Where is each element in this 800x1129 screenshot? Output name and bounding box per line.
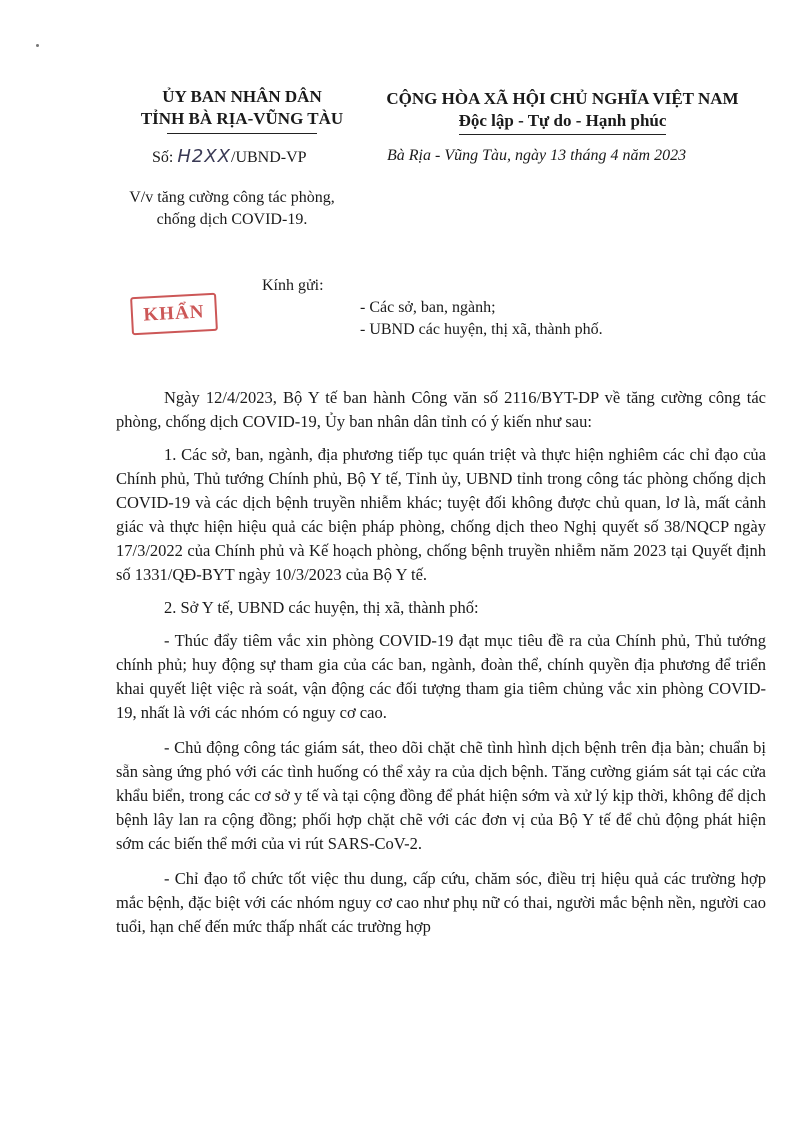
document-number (152, 146, 307, 167)
paragraph-bullet-surveillance: - Chủ động công tác giám sát, theo dõi chặt chẽ tình hình dịch bệnh trên địa bàn; chuẩn bị sẵn sàng ứng phó với các tình huống có thể xảy ra của dịch bệnh. Tăng cường giám sát tại các cửa khẩu biển, trong các cơ sở y tế và tại cộng đồng để phát hiện sớm và xử lý kịp thời, không để dịch bệnh lây lan ra cộng đồng; phối hợp chặt chẽ với các đơn vị của Bộ Y tế để chủ động phát hiện sớm các biến thể mới của vi rút SARS-CoV-2. (116, 738, 766, 853)
agency-line-1: ỦY BAN NHÂN DÂN (162, 87, 322, 106)
urgent-stamp: KHẨN (130, 293, 218, 335)
subject-line-1: V/v tăng cường công tác phòng, (129, 189, 335, 206)
national-motto: Độc lập - Tự do - Hạnh phúc (459, 110, 667, 135)
subject-line-2: chống dịch COVID-19. (156, 211, 308, 228)
paragraph-bullet-treatment: - Chỉ đạo tổ chức tốt việc thu dung, cấp cứu, chăm sóc, điều trị hiệu quả các trường hợp mắc bệnh, đặc biệt với các nhóm nguy cơ cao như phụ nữ có thai, người mắc bệnh nền, người cao tuổi, hạn chế đến mức thấp nhất các trường hợp (116, 869, 766, 936)
issuing-agency (92, 86, 392, 134)
nation-name: CỘNG HÒA XÃ HỘI CHỦ NGHĨA VIỆT NAM (386, 89, 739, 108)
salutation: Kính gửi: (262, 277, 324, 294)
recipient-item: - Các sở, ban, ngành; (360, 299, 496, 316)
paragraph-intro: Ngày 12/4/2023, Bộ Y tế ban hành Công văn số 2116/BYT-DP về tăng cường công tác phòng, chống dịch COVID-19, Ủy ban nhân dân tỉnh có ý kiến như sau: (116, 388, 766, 431)
paragraph-bullet-vaccine: - Thúc đẩy tiêm vắc xin phòng COVID-19 đạt mục tiêu đề ra của Chính phủ, Thủ tướng chính phủ; huy động sự tham gia của các ban, ngành, đoàn thể, chính quyền địa phương để triển khai quyết liệt việc rà soát, vận động các đối tượng tham gia tiêm chủng vắc xin phòng COVID-19, nhất là với các nhóm có nguy cơ cao. (116, 631, 766, 722)
place-date: Bà Rịa - Vũng Tàu, ngày 13 tháng 4 năm 2023 (387, 147, 687, 164)
national-heading (360, 88, 765, 135)
paragraph-item-1: 1. Các sở, ban, ngành, địa phương tiếp tục quán triệt và thực hiện nghiêm các chỉ đạo của Chính phủ, Thủ tướng Chính phủ, Bộ Y tế, Tỉnh ủy, UBND tỉnh trong công tác phòng chống dịch COVID-19 và các dịch bệnh truyền nhiễm khác; tuyệt đối không được chủ quan, lơ là, mất cảnh giác và thực hiện hiệu quả các biện pháp phòng, chống dịch theo Nghị quyết số 38/NQCP ngày 17/3/2022 của Chính phủ và Kế hoạch phòng, chống bệnh truyền nhiễm năm 2023 tại Quyết định số 1331/QĐ-BYT ngày 10/3/2023 của Bộ Y tế. (116, 445, 766, 584)
scan-speck (36, 44, 39, 47)
agency-underline (167, 133, 317, 134)
doc-number-handwritten: H2XX (177, 146, 231, 167)
recipient-item: - UBND các huyện, thị xã, thành phố. (360, 321, 603, 338)
recipient-list (360, 297, 603, 341)
doc-number-prefix: Số: (152, 149, 174, 166)
paragraph-item-2: 2. Sở Y tế, UBND các huyện, thị xã, thành phố: (164, 598, 479, 617)
agency-line-2: TỈNH BÀ RỊA-VŨNG TÀU (140, 109, 344, 128)
document-body (116, 386, 766, 950)
subject-line (112, 187, 352, 231)
doc-number-suffix: /UBND-VP (231, 149, 307, 166)
